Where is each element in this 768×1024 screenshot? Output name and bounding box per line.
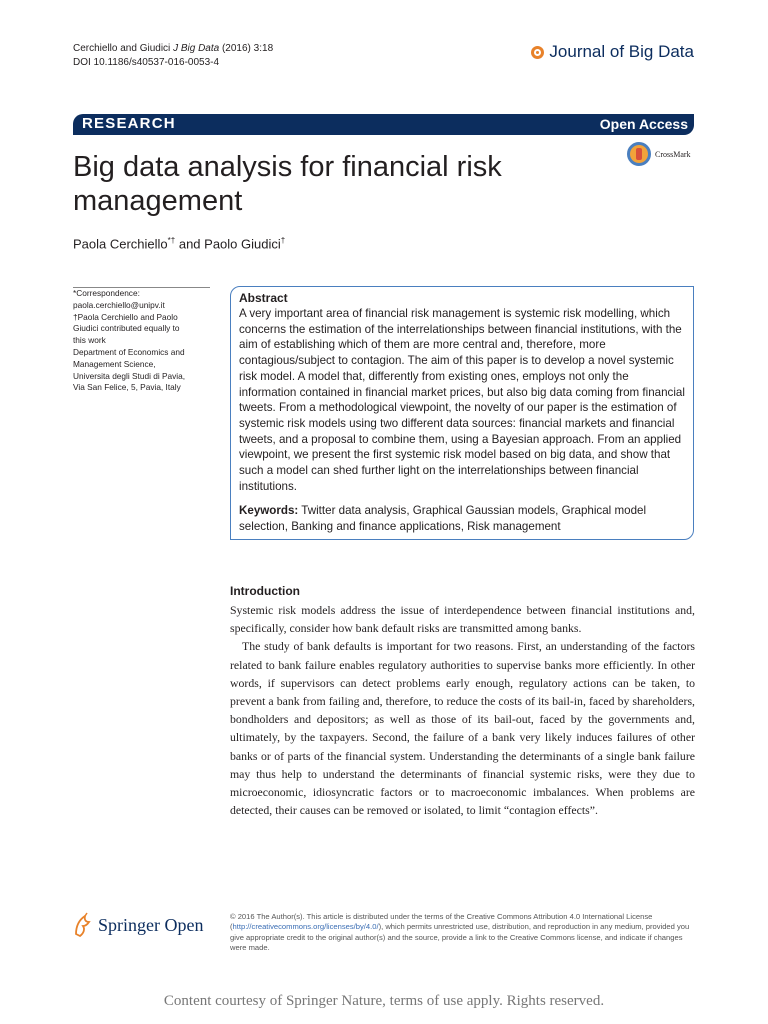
- doi: DOI 10.1186/s40537-016-0053-4: [73, 57, 220, 68]
- citation-journal: J Big Data: [173, 43, 220, 54]
- citation-header: [73, 42, 273, 70]
- abstract-heading: Abstract: [239, 291, 288, 305]
- paragraph: Systemic risk models address the issue of interdependence between financial institutions and, specifically, consider how bank default risks are transmitted among banks.: [230, 603, 695, 636]
- contribution-note: †Paola Cerchiello and Paolo Giudici contributed equally to this work: [73, 311, 180, 346]
- author-separator: and: [175, 236, 205, 252]
- author-affiliation-mark: *†: [167, 236, 176, 245]
- license-text: © 2016 The Author(s). This article is distributed under the terms of the Creative Commons Attribution 4.0 International License (: [230, 912, 653, 932]
- introduction-body: [230, 601, 695, 819]
- keywords-label: Keywords:: [239, 504, 299, 517]
- courtesy-notice: Content courtesy of Springer Nature, terms of use apply. Rights reserved.: [163, 993, 605, 1009]
- crossmark-label: CrossMark: [655, 149, 691, 159]
- author-list: [73, 236, 285, 251]
- springer-open-logo[interactable]: [73, 912, 204, 938]
- springer-horse-icon: [73, 912, 93, 938]
- open-access-label: Open Access: [599, 116, 688, 132]
- section-label: RESEARCH: [82, 115, 176, 132]
- publisher-name: Springer: [98, 914, 160, 935]
- keywords: [239, 503, 687, 534]
- journal-logo-icon: [531, 46, 544, 59]
- license-link[interactable]: http://creativecommons.org/licenses/by/4.0/: [232, 922, 379, 932]
- journal-name: Journal of Big Data: [549, 42, 694, 61]
- author-affiliation-mark: †: [280, 236, 286, 245]
- citation-authors: Cerchiello and Giudici: [73, 43, 174, 54]
- correspondence-label: *Correspondence:: [73, 288, 140, 298]
- crossmark-icon: [627, 142, 651, 166]
- author-name[interactable]: Paola Cerchiello: [73, 236, 168, 252]
- crossmark-button[interactable]: [627, 142, 691, 166]
- license-text: ), which permits unrestricted use, distribution, and reproduction in any medium, provided you give appropriate credit to the original author(s) and the source, provide a link to the Creative Commons license, and indicate if changes were made.: [230, 922, 690, 953]
- publisher-open: Open: [164, 914, 204, 935]
- introduction-heading: Introduction: [230, 584, 300, 598]
- correspondence-notes: [73, 288, 193, 394]
- citation-volume: (2016) 3:18: [219, 43, 274, 54]
- journal-brand[interactable]: [531, 42, 694, 62]
- paragraph: The study of bank defaults is important for two reasons. First, an understanding of the factors related to bank failure enables regulatory authorities to supervise banks more efficiently. In other words, if supervisors can detect problems early enough, regulatory actions can be taken, to prevent a bank from failing and, therefore, to reduce the costs of its bail-in, faced by shareholders, bondholders and depositors; as well as those of its bail-out, faced by the governments and, ultimately, by the taxpayers. Second, the failure of a bank very likely induces failures of other banks or of parts of the financial system. Understanding the determinants of a single bank failure may thus help to understand the determinants of financial systemic risks, were they due to microeconomic, idiosyncratic factors or to macroeconomic imbalances. When problems are detected, their causes can be removed or isolated, to limit “contagion effects”.: [230, 639, 695, 818]
- correspondence-email[interactable]: paola.cerchiello@unipv.it: [73, 299, 165, 310]
- springer-wordmark: [98, 915, 204, 936]
- citation-line: [73, 42, 273, 56]
- keywords-list: Twitter data analysis, Graphical Gaussian models, Graphical model selection, Banking and finance applications, Risk management: [239, 504, 647, 533]
- license-statement: [230, 912, 695, 954]
- author-name[interactable]: Paolo Giudici: [204, 236, 281, 252]
- article-type-banner: [73, 114, 694, 135]
- article-title: Big data analysis for financial risk management: [73, 151, 502, 217]
- affiliation-note: Department of Economics and Management Science, Universita degli Studi di Pavia, Via San Felice, 5, Pavia, Italy: [73, 346, 186, 393]
- abstract-text: A very important area of financial risk management is systemic risk modelling, which concerns the estimation of the interrelationships between financial institutions, with the aim of establishing which of them are more central and, therefore, more contagious/subject to contagion. The aim of this paper is to develop a novel systemic risk model. A model that, differently from existing ones, employs not only the information contained in financial market prices, but also big data coming from financial tweets. From a methodological viewpoint, the novelty of our paper is the estimation of systemic risk models using two different data sources: financial markets and financial tweets, and a proposal to combine them, using a Bayesian approach. From an applied viewpoint, we present the first systemic risk model based on big data, and show that such a model can shed further light on the interrelationships between financial institutions.: [239, 307, 685, 493]
